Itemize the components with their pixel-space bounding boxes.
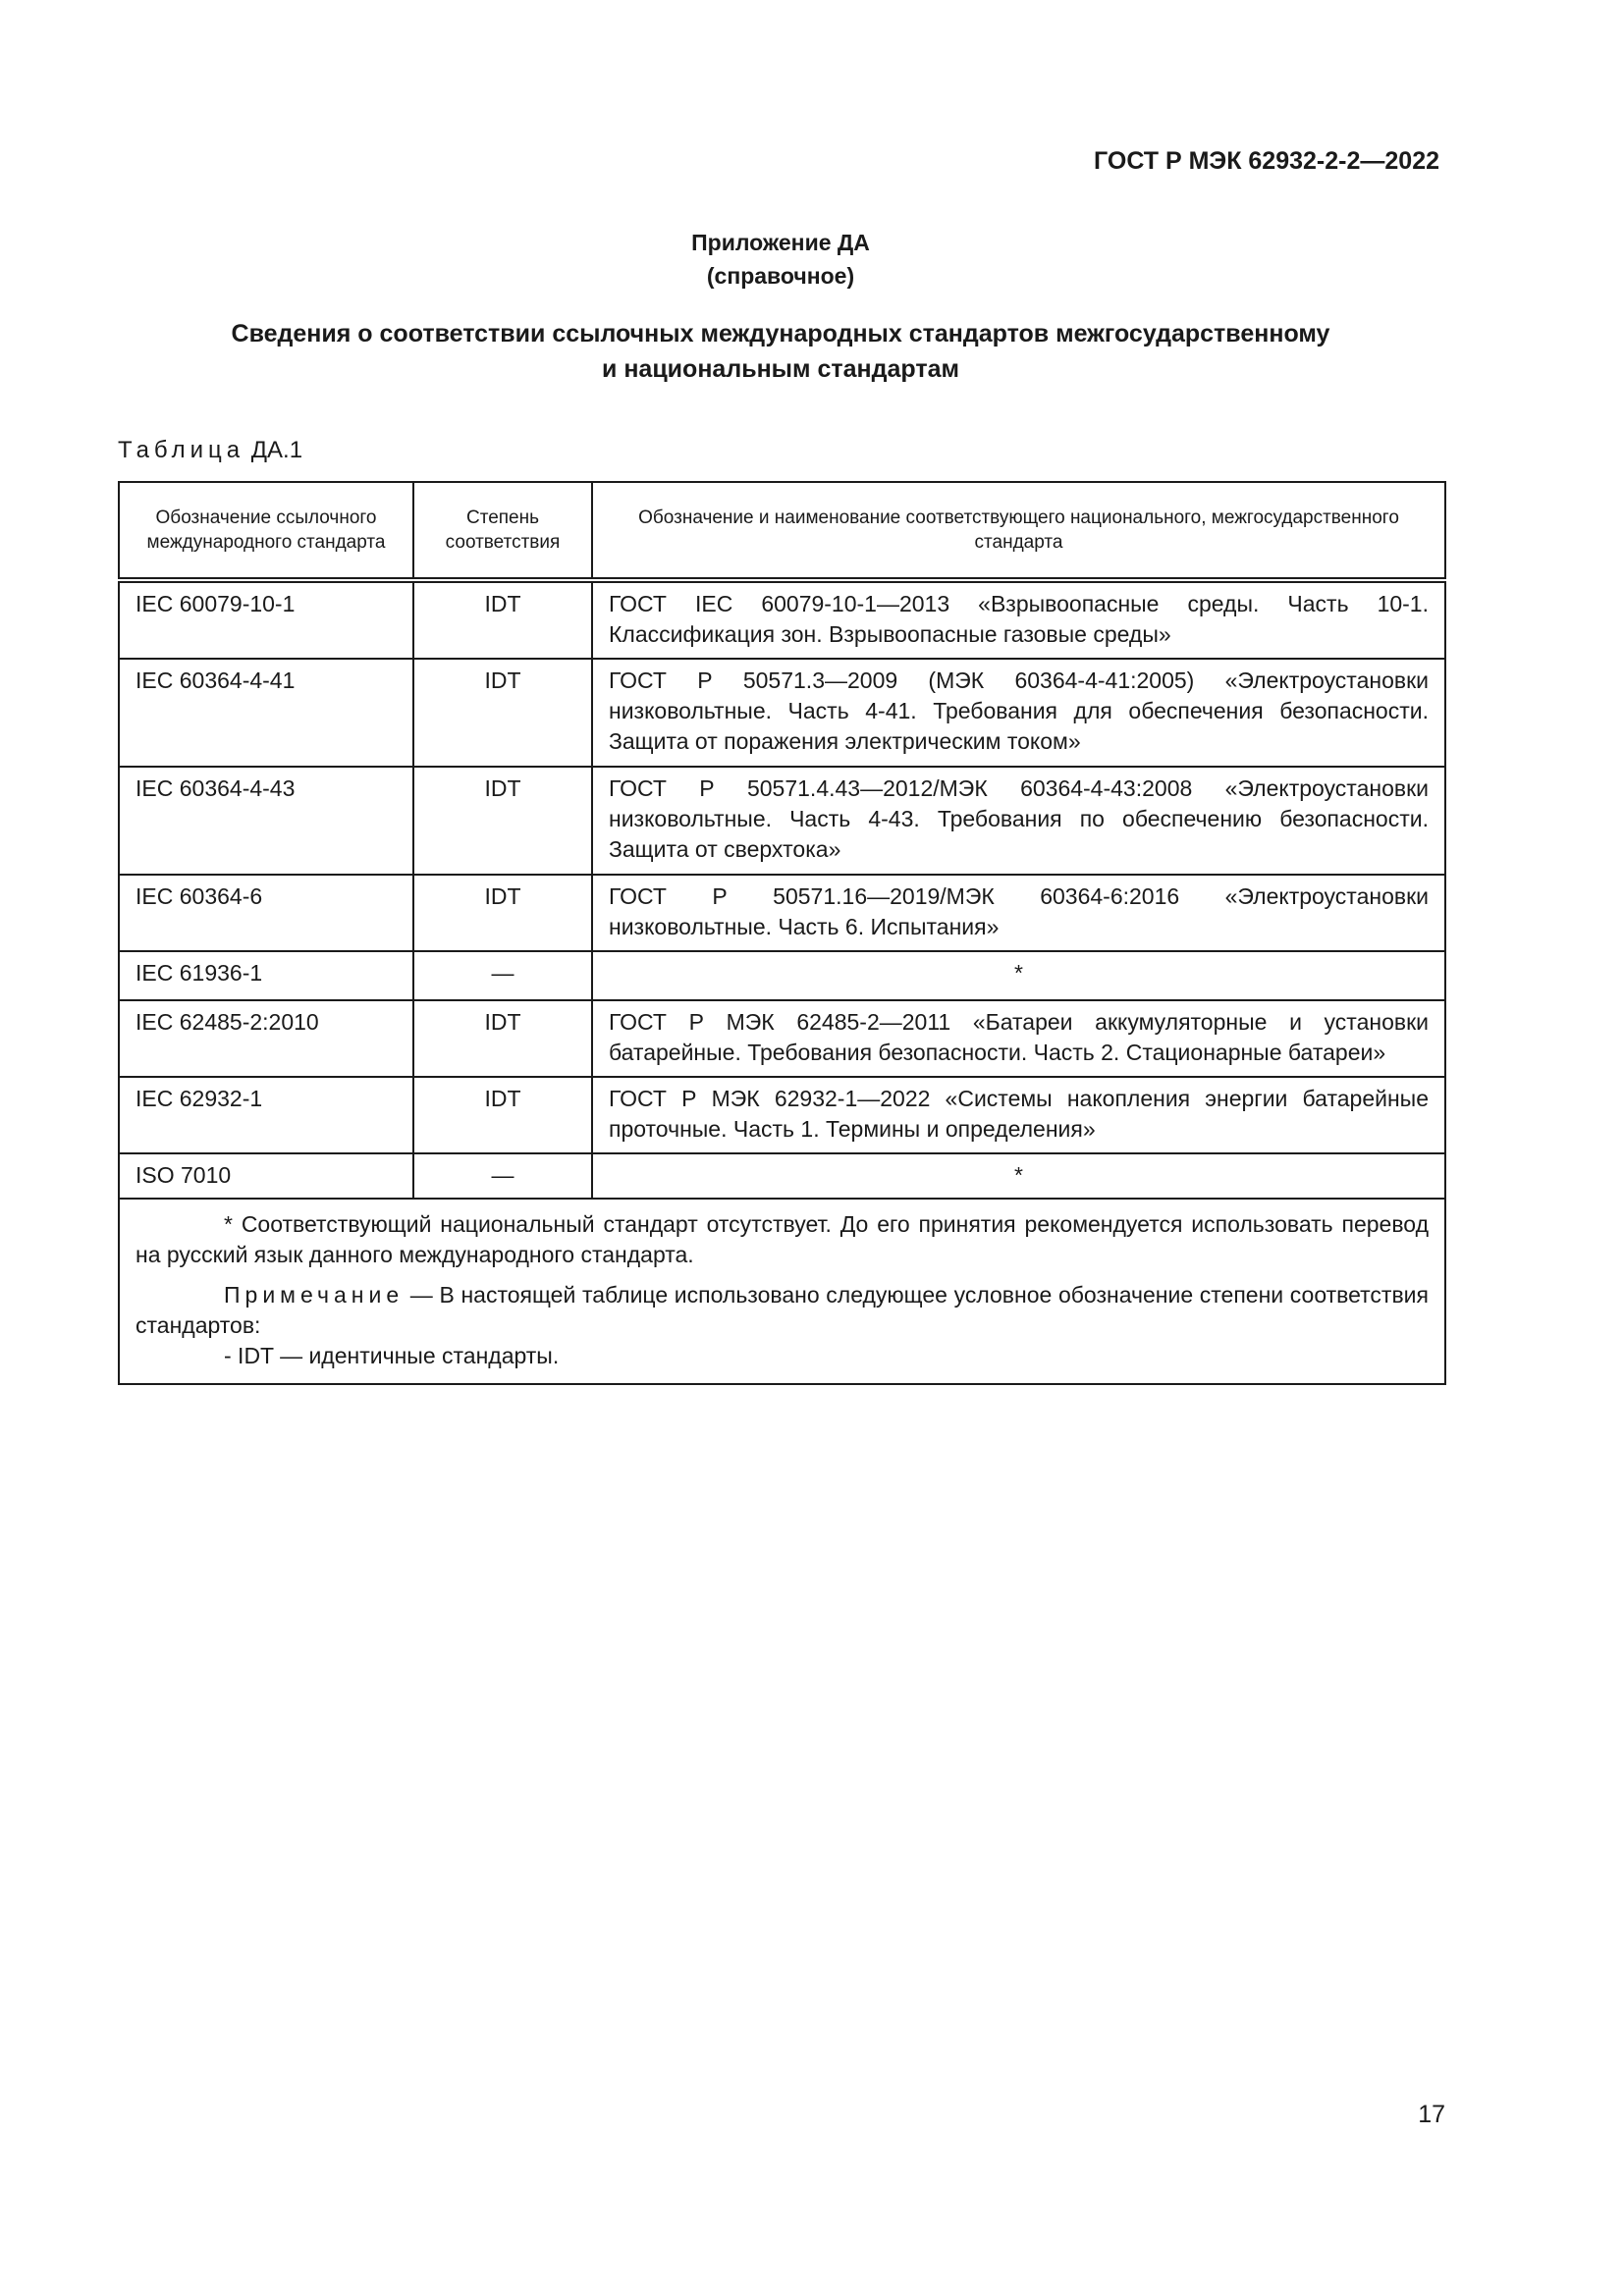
degree-cell: IDT [413, 875, 592, 951]
column-header-degree: Степень соответствия [413, 482, 592, 580]
reference-standard-cell: IEC 60364-4-43 [119, 767, 413, 875]
table-row [119, 951, 1445, 1000]
annex-title: Приложение ДА [691, 230, 870, 255]
national-standard-cell: ГОСТ Р 50571.4.43—2012/МЭК 60364-4-43:2008 «Электроустановки низковольтные. Часть 4-43. Требования по обеспечению безопасности. Защита от сверхтока» [592, 767, 1445, 875]
table-row [119, 659, 1445, 767]
degree-cell: — [413, 1153, 592, 1199]
table-row [119, 1153, 1445, 1199]
table-row [119, 875, 1445, 951]
table-caption-label: Таблица [118, 437, 245, 463]
column-header-reference: Обозначение ссылочного международного стандарта [119, 482, 413, 580]
table-header-row [119, 482, 1445, 580]
national-standard-cell: ГОСТ IEC 60079-10-1—2013 «Взрывоопасные среды. Часть 10-1. Классификация зон. Взрывоопасные газовые среды» [592, 580, 1445, 659]
reference-standard-cell: ISO 7010 [119, 1153, 413, 1199]
section-title-line-2: и национальным стандартам [602, 355, 959, 383]
degree-cell: — [413, 951, 592, 1000]
table-footnote-cell [119, 1199, 1445, 1384]
table-row [119, 1077, 1445, 1153]
reference-standard-cell: IEC 62485-2:2010 [119, 1000, 413, 1077]
national-standard-cell: * [592, 951, 1445, 1000]
national-standard-cell: * [592, 1153, 1445, 1199]
degree-cell: IDT [413, 767, 592, 875]
degree-cell: IDT [413, 659, 592, 767]
table-caption-number: ДА.1 [250, 437, 303, 463]
note-list-item: - IDT — идентичные стандарты. [224, 1343, 560, 1368]
national-standard-cell: ГОСТ Р МЭК 62485-2—2011 «Батареи аккумуляторные и установки батарейные. Требования безопасности. Часть 2. Стационарные батареи» [592, 1000, 1445, 1077]
degree-cell: IDT [413, 580, 592, 659]
annex-heading [0, 226, 1561, 293]
reference-standard-cell: IEC 60364-6 [119, 875, 413, 951]
national-standard-cell: ГОСТ Р 50571.16—2019/МЭК 60364-6:2016 «Электроустановки низковольтные. Часть 6. Испытания» [592, 875, 1445, 951]
reference-standard-cell: IEC 62932-1 [119, 1077, 413, 1153]
page-number: 17 [1418, 2101, 1445, 2128]
reference-standard-cell: IEC 60079-10-1 [119, 580, 413, 659]
note-body: — В настоящей таблице использовано следующее условное обозначение степени соответствия стандартов: [135, 1282, 1429, 1338]
national-standard-cell: ГОСТ Р МЭК 62932-1—2022 «Системы накопления энергии батарейные проточные. Часть 1. Термины и определения» [592, 1077, 1445, 1153]
table-footnote-row [119, 1199, 1445, 1384]
document-code: ГОСТ Р МЭК 62932-2-2—2022 [1094, 147, 1439, 175]
national-standard-cell: ГОСТ Р 50571.3—2009 (МЭК 60364-4-41:2005) «Электроустановки низковольтные. Часть 4-41. Требования для обеспечения безопасности. Защита от поражения электрическим током» [592, 659, 1445, 767]
note-label: Примечание [224, 1282, 405, 1308]
table-row [119, 580, 1445, 659]
table-row [119, 1000, 1445, 1077]
reference-standard-cell: IEC 61936-1 [119, 951, 413, 1000]
footnote-text: * Соответствующий национальный стандарт отсутствует. До его принятия рекомендуется использовать перевод на русский язык данного международного стандарта. [135, 1211, 1429, 1267]
annex-subtitle: (справочное) [706, 263, 855, 289]
reference-standard-cell: IEC 60364-4-41 [119, 659, 413, 767]
column-header-national: Обозначение и наименование соответствующего национального, межгосударственного стандарта [592, 482, 1445, 580]
table-row [119, 767, 1445, 875]
section-title-line-1: Сведения о соответствии ссылочных международных стандартов межгосударственному [231, 320, 1330, 347]
degree-cell: IDT [413, 1077, 592, 1153]
standards-correspondence-table [118, 481, 1446, 1385]
table-caption [118, 437, 302, 464]
degree-cell: IDT [413, 1000, 592, 1077]
note-text [135, 1280, 1429, 1341]
section-title [118, 316, 1443, 387]
